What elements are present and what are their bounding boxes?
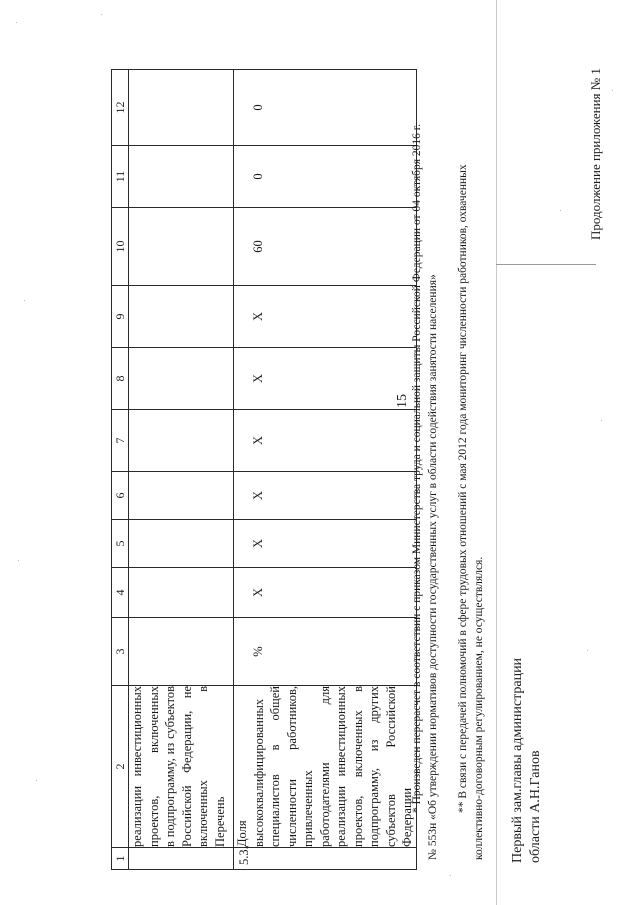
- scan-line-artifact: [496, 264, 596, 265]
- description-line: численности работников,: [284, 686, 299, 847]
- table-cell: [129, 520, 234, 568]
- description-line: Российской Федерации, не: [179, 686, 194, 847]
- description-line: работодателями для: [317, 686, 332, 847]
- column-header: 6: [112, 472, 129, 520]
- description-line: подпрограмму, из других: [367, 686, 381, 847]
- unit-cell: %: [234, 618, 417, 686]
- column-header: 11: [112, 146, 129, 208]
- table-cell: [129, 208, 234, 286]
- table-cell: [129, 618, 234, 686]
- table-cell: 0: [234, 70, 417, 146]
- column-header: 3: [112, 618, 129, 686]
- description-line: в подпрограмму, из субъектов: [163, 686, 177, 847]
- description-line: Доля: [235, 820, 249, 847]
- column-header: 5: [112, 520, 129, 568]
- column-header: 9: [112, 286, 129, 348]
- column-header: 2: [112, 686, 129, 848]
- table-cell: [129, 348, 234, 410]
- column-header: 7: [112, 410, 129, 472]
- footnote-2-line-2: коллективно-договорным регулированием, не осуществлялся.: [473, 556, 485, 860]
- continuation-label: Продолжение приложения № 1: [588, 68, 603, 240]
- signature-position: Первый зам.главы администрации: [510, 657, 525, 863]
- table-cell: [129, 286, 234, 348]
- table-cell: X: [234, 568, 417, 618]
- page-number: 15: [395, 394, 410, 408]
- footnote-1-line-1: * Произведен перерасчет в соответствии с приказом Министерства труда и социальной защиты Российской Федерации от 04 октября 2016 г.: [411, 123, 423, 813]
- description-line: привлеченных: [301, 770, 315, 847]
- description-line: Федерации: [400, 787, 414, 847]
- table-cell: X: [234, 286, 417, 348]
- header-row: [112, 70, 129, 870]
- table-cell: [129, 472, 234, 520]
- column-header: 1: [112, 848, 129, 870]
- row-number: 5.3.: [234, 848, 417, 870]
- indicator-description: [234, 686, 417, 848]
- footnote-2-line-1: ** В связи с передачей полномочий в сфере трудовых отношений с мая 2012 года мониторинг численности работников, охваченных: [457, 164, 469, 813]
- description-line: субъектов Российской: [383, 686, 398, 847]
- column-header: 10: [112, 208, 129, 286]
- signature-name: области А.Н.Ганов: [528, 750, 543, 863]
- description-line: проектов, включенных: [146, 686, 161, 847]
- table-row: [129, 70, 234, 870]
- column-header: 8: [112, 348, 129, 410]
- table-cell: [129, 146, 234, 208]
- table-cell: X: [234, 348, 417, 410]
- column-header: 12: [112, 70, 129, 146]
- description-line: проектов, включенных в: [350, 686, 365, 847]
- indicator-description: [129, 686, 234, 848]
- table-cell: [129, 410, 234, 472]
- table-cell: 60: [234, 208, 417, 286]
- column-header: 4: [112, 568, 129, 618]
- table-cell: X: [234, 472, 417, 520]
- table-cell: X: [234, 520, 417, 568]
- table-cell: [129, 568, 234, 618]
- table-cell: X: [234, 410, 417, 472]
- description-line: Перечень: [212, 796, 227, 847]
- row-number: [129, 848, 234, 870]
- indicators-table: [111, 69, 417, 870]
- table-cell: 0: [234, 146, 417, 208]
- footnote-1-line-2: № 553н «Об утверждении нормативов доступности государственных услуг в области содействия занятости населения»: [427, 274, 439, 860]
- table-row: [234, 70, 417, 870]
- scan-line-artifact: [496, 0, 497, 905]
- table-cell: [129, 70, 234, 146]
- description-line: реализации инвестиционных: [334, 686, 348, 847]
- description-line: специалистов в общей: [268, 686, 282, 847]
- description-line: высококвалифицированных: [251, 698, 266, 847]
- description-line: реализации инвестиционных: [130, 686, 144, 847]
- description-line: включенных в: [196, 686, 210, 847]
